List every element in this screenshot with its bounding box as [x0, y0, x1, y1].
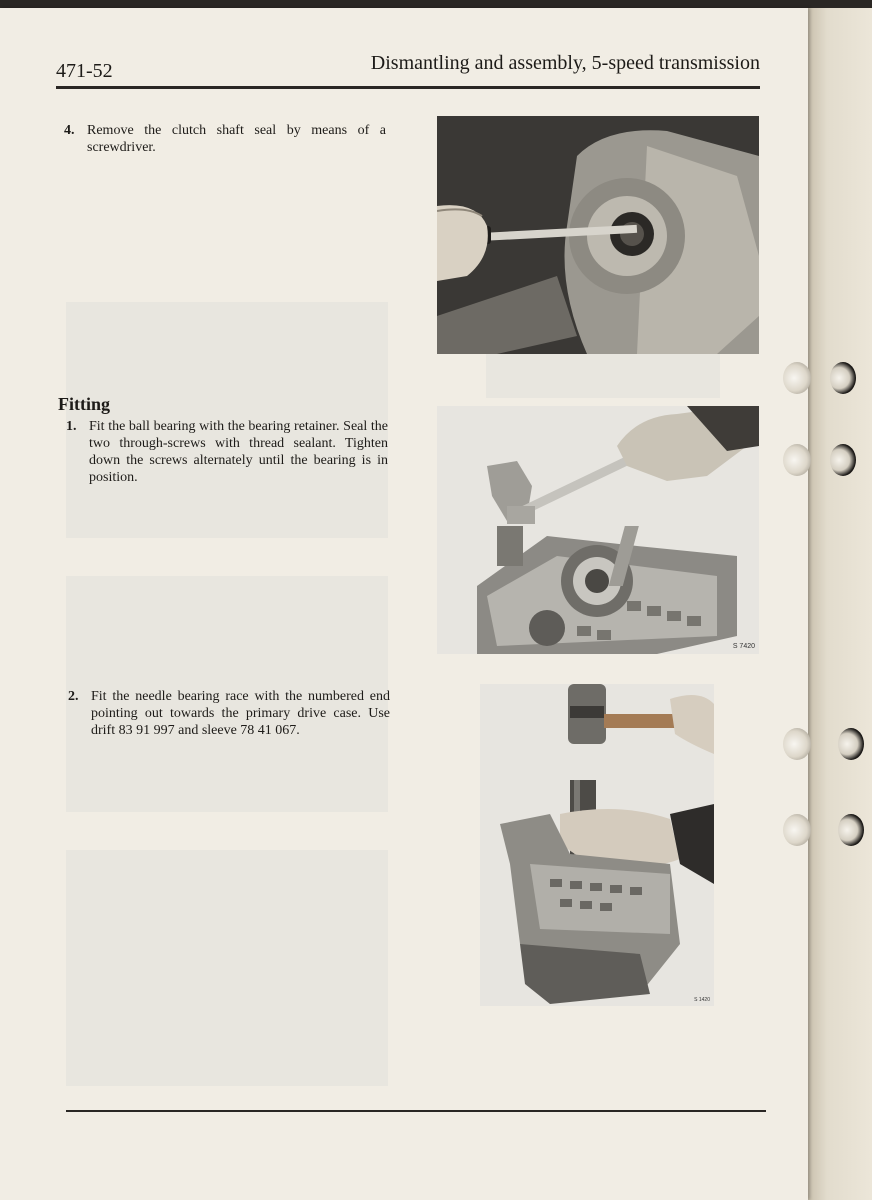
- step-text: Fit the needle bearing race with the numbered end pointing out towards the primary drive case. Use drift 83 91 997 and sleeve 78 41 067.: [91, 689, 390, 738]
- header-rule: [56, 86, 760, 89]
- needle-bearing-photo: [480, 684, 714, 1006]
- step-text: Fit the ball bearing with the bearing retainer. Seal the two through-screws with thread sealant. Tighten down the screws alternately until the bearing is in position.: [89, 419, 388, 485]
- binder-hole: [783, 814, 811, 846]
- seal-removal-photo: [437, 116, 759, 354]
- step-number: 2.: [68, 689, 79, 704]
- binder-hole: [783, 362, 811, 394]
- fitting-step-2: [68, 688, 390, 739]
- fitting-step-1: [66, 418, 388, 486]
- binder-hole: [830, 362, 856, 394]
- binder-hole: [783, 444, 811, 476]
- step-text: Remove the clutch shaft seal by means of a screwdriver.: [87, 123, 386, 155]
- binder-hole: [830, 444, 856, 476]
- step-number: 4.: [64, 123, 75, 138]
- binder-hole: [838, 814, 864, 846]
- step-number: 1.: [66, 419, 77, 434]
- section-heading: Fitting: [58, 394, 110, 414]
- photo-caption: S 1420: [694, 997, 710, 1003]
- photo-caption: S 7420: [732, 643, 755, 650]
- footer-rule: [66, 1110, 766, 1112]
- binder-hole: [783, 728, 811, 760]
- show-through-block: [66, 850, 388, 1086]
- page-title: Dismantling and assembly, 5-speed transmission: [370, 52, 760, 74]
- show-through-block: [486, 352, 720, 398]
- binder-hole: [838, 728, 864, 760]
- page-number: 471-52: [56, 60, 113, 82]
- bearing-retainer-photo: [437, 406, 759, 654]
- removal-step: [64, 122, 386, 156]
- next-page-edge: [808, 8, 872, 1200]
